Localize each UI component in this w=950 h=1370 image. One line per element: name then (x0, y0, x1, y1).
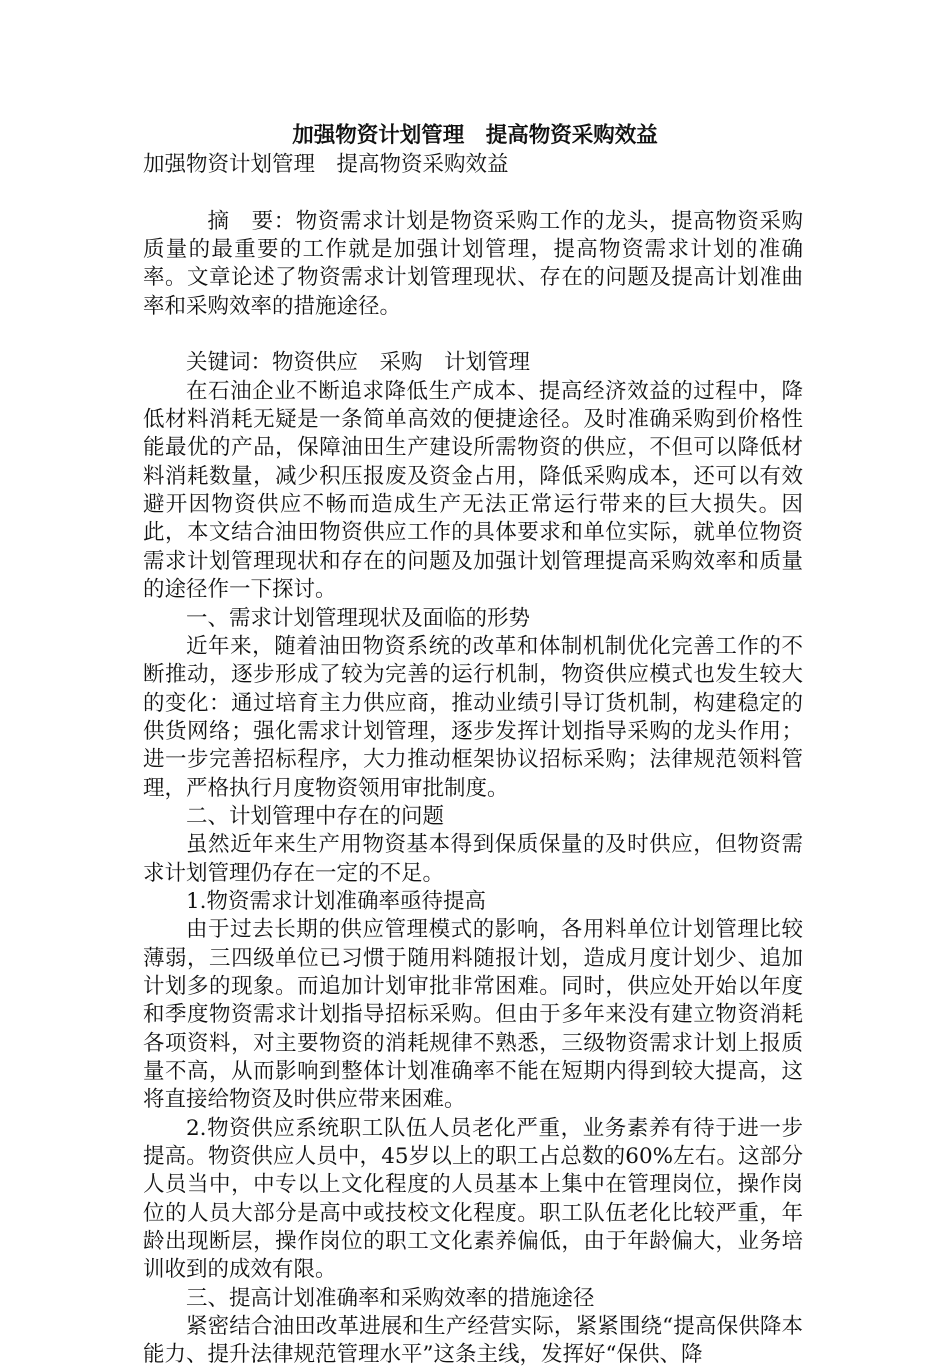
section2-heading: 二、计划管理中存在的问题 (186, 803, 445, 829)
section3-heading: 三、提高计划准确率和采购效率的措施途径 (186, 1285, 595, 1311)
section3-paragraph: 紧密结合油田改革进展和生产经营实际，紧紧围绕“提高保供降本能力、提升法律规范管理水平”这条主线，发挥好“保供、降 (143, 1314, 803, 1368)
keywords-line: 关键词：物资供应 采购 计划管理 (186, 350, 531, 376)
blank-line (143, 179, 803, 207)
abstract-paragraph: 摘 要：物资需求计划是物资采购工作的龙头，提高物资采购质量的最重要的工作就是加强计划管理，提高物资需求计划的准确率。文章论述了物资需求计划管理现状、存在的问题及提高计划准曲率和采购效率的措施途径。 (143, 208, 803, 319)
document-body (143, 151, 803, 1370)
item1-heading: 1.物资需求计划准确率亟待提高 (186, 888, 487, 914)
section1-paragraph: 近年来，随着油田物资系统的改革和体制机制优化完善工作的不断推动，逐步形成了较为完善的运行机制，物资供应模式也发生较大的变化：通过培育主力供应商，推动业绩引导订货机制，构建稳定的供货网络；强化需求计划管理，逐步发挥计划指导采购的龙头作用；进一步完善招标程序，大力推动框架协议招标采购；法律规范领料管理，严格执行月度物资领用审批制度。 (143, 633, 803, 801)
section2-paragraph: 虽然近年来生产用物资基本得到保质保量的及时供应，但物资需求计划管理仍存在一定的不足。 (143, 832, 803, 886)
section1-heading: 一、需求计划管理现状及面临的形势 (186, 605, 531, 631)
item2-paragraph: 2.物资供应系统职工队伍人员老化严重，业务素养有待于进一步提高。物资供应人员中，45岁以上的职工占总数的60%左右。这部分人员当中，中专以上文化程度的人员基本上集中在管理岗位，操作岗位的人员大部分是高中或技校文化程度。职工队伍老化比较严重，年龄出现断层，操作岗位的职工文化素养偏低，由于年龄偏大，业务培训收到的成效有限。 (143, 1115, 803, 1283)
document-subtitle: 加强物资计划管理 提高物资采购效益 (143, 152, 509, 177)
intro-paragraph: 在石油企业不断追求降低生产成本、提高经济效益的过程中，降低材料消耗无疑是一条简单高效的便捷途径。及时准确采购到价格性能最优的产品，保障油田生产建设所需物资的供应，不但可以降低材料消耗数量，减少积压报废及资金占用，降低采购成本，还可以有效避开因物资供应不畅而造成生产无法正常运行带来的巨大损失。因此，本文结合油田物资供应工作的具体要求和单位实际，就单位物资需求计划管理现状和存在的问题及加强计划管理提高采购效率和质量的途径作一下探讨。 (143, 378, 803, 603)
blank-line (143, 321, 803, 349)
document-title: 加强物资计划管理 提高物资采购效益 (292, 123, 658, 148)
item1-paragraph: 由于过去长期的供应管理模式的影响，各用料单位计划管理比较薄弱，三四级单位已习惯于随用料随报计划，造成月度计划少、追加计划多的现象。而追加计划审批非常困难。同时，供应处开始以年度和季度物资需求计划指导招标采购。但由于多年来没有建立物资消耗各项资料，对主要物资的消耗规律不熟悉，三级物资需求计划上报质量不高，从而影响到整体计划准确率不能在短期内得到较大提高，这将直接给物资及时供应带来困难。 (143, 917, 803, 1113)
